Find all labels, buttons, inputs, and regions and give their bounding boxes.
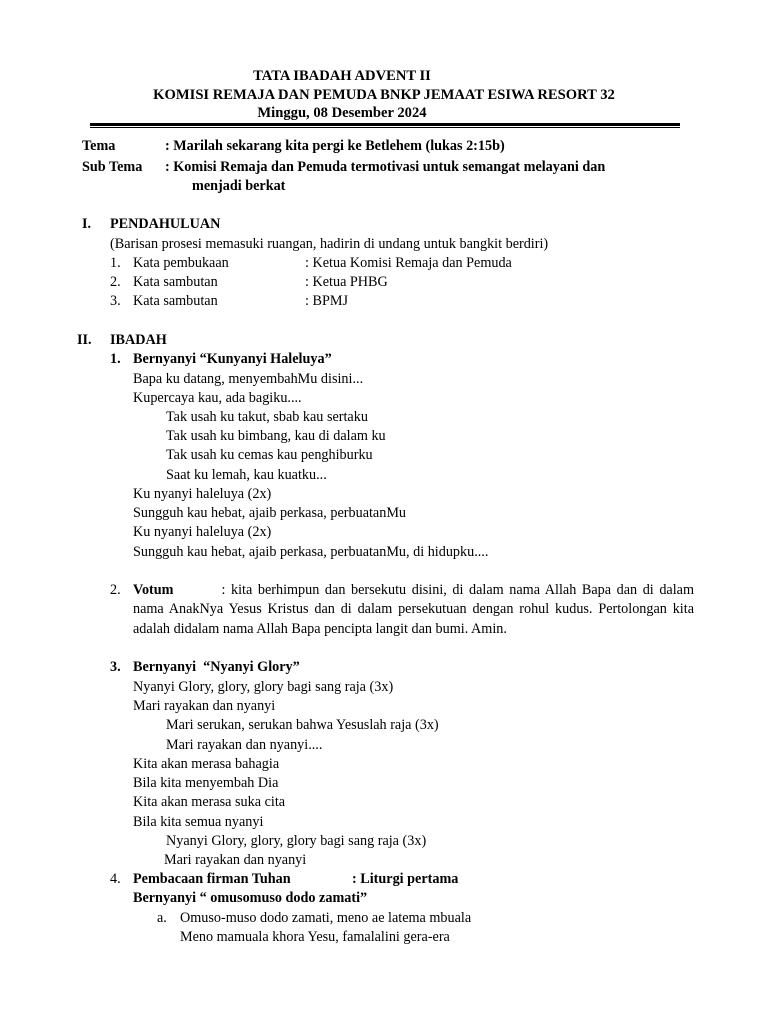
subtema-value: : Komisi Remaja dan Pemuda termotivasi untuk semangat melayani dan bbox=[165, 159, 606, 175]
lyric-line: Meno mamuala khora Yesu, famalalini gera-era bbox=[180, 929, 450, 945]
song-title: Bernyanyi “Nyanyi Glory” bbox=[133, 659, 300, 675]
list-item-value: : Ketua PHBG bbox=[305, 274, 388, 290]
section-title: PENDAHULUAN bbox=[110, 216, 221, 232]
lyric-line: Tak usah ku bimbang, kau di dalam ku bbox=[166, 428, 386, 444]
header-rule-thin bbox=[90, 127, 680, 128]
lyric-line: Mari rayakan dan nyanyi bbox=[133, 698, 276, 714]
lyric-line: Tak usah ku cemas kau penghiburku bbox=[166, 447, 373, 463]
list-number: 1. bbox=[110, 351, 121, 367]
reading-title: Pembacaan firman Tuhan bbox=[133, 871, 291, 887]
list-number: 3. bbox=[110, 659, 121, 675]
song-title: Bernyanyi “ omusomuso dodo zamati” bbox=[133, 890, 368, 906]
lyric-line: Mari rayakan dan nyanyi.... bbox=[166, 737, 323, 753]
votum-text: : kita berhimpun dan bersekutu disini, di dalam nama Allah Bapa dan di dalam nama AnakNya Yesus Kristus dan di dalam persekutuan dengan rohul kudus. Pertolongan kita adalah didalam nama Allah Bapa pencipta langit dan bumi. Amin. bbox=[133, 582, 694, 637]
lyric-line: Mari serukan, serukan bahwa Yesuslah raja (3x) bbox=[166, 717, 439, 733]
lyric-line: Kita akan merasa bahagia bbox=[133, 756, 280, 772]
reading-value: : Liturgi pertama bbox=[352, 871, 459, 887]
section-numeral: II. bbox=[77, 332, 92, 348]
header-subtitle: KOMISI REMAJA DAN PEMUDA BNKP JEMAAT ESIWA RESORT 32 bbox=[153, 87, 615, 103]
lyric-line: Sungguh kau hebat, ajaib perkasa, perbuatanMu, di hidupku.... bbox=[133, 544, 489, 560]
lyric-line: Nyanyi Glory, glory, glory bagi sang raja (3x) bbox=[133, 679, 394, 695]
lyric-line: Sungguh kau hebat, ajaib perkasa, perbuatanMu bbox=[133, 505, 407, 521]
header-rule bbox=[90, 123, 680, 126]
verse-letter: a. bbox=[157, 910, 167, 926]
subtema-label: Sub Tema bbox=[82, 159, 143, 175]
lyric-line: Ku nyanyi haleluya (2x) bbox=[133, 486, 272, 502]
tema-value: : Marilah sekarang kita pergi ke Betlehem (lukas 2:15b) bbox=[165, 138, 505, 154]
lyric-line: Kita akan merasa suka cita bbox=[133, 794, 286, 810]
list-item-value: : BPMJ bbox=[305, 293, 348, 309]
lyric-line: Bapa ku datang, menyembahMu disini... bbox=[133, 371, 364, 387]
lyric-line: Kupercaya kau, ada bagiku.... bbox=[133, 390, 302, 406]
list-item-label: Kata sambutan bbox=[133, 274, 218, 290]
section-note: (Barisan prosesi memasuki ruangan, hadirin di undang untuk bangkit berdiri) bbox=[110, 236, 549, 252]
list-number: 4. bbox=[110, 871, 121, 887]
subtema-value-cont: menjadi berkat bbox=[192, 178, 286, 194]
lyric-line: Bila kita menyembah Dia bbox=[133, 775, 279, 791]
tema-label: Tema bbox=[82, 138, 116, 154]
list-item-value: : Ketua Komisi Remaja dan Pemuda bbox=[305, 255, 512, 271]
list-item-label: Kata pembukaan bbox=[133, 255, 229, 271]
list-number: 2. bbox=[110, 274, 121, 290]
section-numeral: I. bbox=[82, 216, 92, 232]
list-number: 1. bbox=[110, 255, 121, 271]
header-title: TATA IBADAH ADVENT II bbox=[253, 68, 431, 84]
lyric-line: Omuso-muso dodo zamati, meno ae latema mbuala bbox=[180, 910, 472, 926]
list-item-label: Kata sambutan bbox=[133, 293, 218, 309]
header-date: Minggu, 08 Desember 2024 bbox=[257, 105, 427, 121]
song-title: Bernyanyi “Kunyanyi Haleluya” bbox=[133, 351, 332, 367]
lyric-line: Tak usah ku takut, sbab kau sertaku bbox=[166, 409, 368, 425]
votum-paragraph bbox=[133, 581, 694, 639]
lyric-line: Mari rayakan dan nyanyi bbox=[164, 852, 307, 868]
list-number: 3. bbox=[110, 293, 121, 309]
lyric-line: Nyanyi Glory, glory, glory bagi sang raja (3x) bbox=[166, 833, 427, 849]
lyric-line: Saat ku lemah, kau kuatku... bbox=[166, 467, 327, 483]
lyric-line: Ku nyanyi haleluya (2x) bbox=[133, 524, 272, 540]
section-title: IBADAH bbox=[110, 332, 167, 348]
votum-label: Votum bbox=[133, 582, 174, 598]
lyric-line: Bila kita semua nyanyi bbox=[133, 814, 264, 830]
list-number: 2. bbox=[110, 582, 121, 598]
